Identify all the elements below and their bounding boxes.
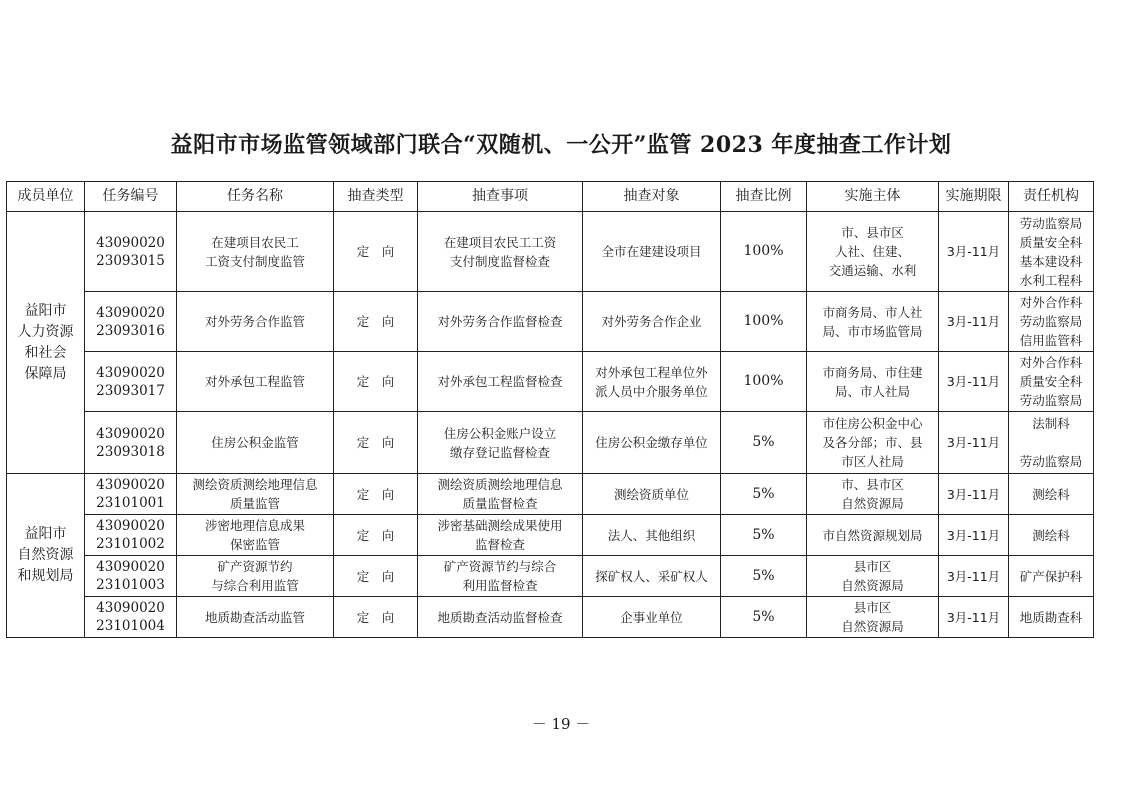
check-item-cell: 测绘资质测绘地理信息 质量监督检查 xyxy=(418,474,583,515)
check-type-cell: 定 向 xyxy=(334,292,418,352)
responsible-org-cell: 测绘科 xyxy=(1009,474,1094,515)
period-cell: 3月-11月 xyxy=(939,474,1009,515)
plan-table xyxy=(6,181,1094,638)
check-target-cell: 测绘资质单位 xyxy=(583,474,721,515)
task-code-cell: 43090020 23093016 xyxy=(85,292,177,352)
responsible-org-cell: 劳动监察局 质量安全科 基本建设科 水利工程科 xyxy=(1009,212,1094,292)
check-item-cell: 在建项目农民工工资 支付制度监督检查 xyxy=(418,212,583,292)
executor-cell: 市、县市区 人社、住建、 交通运输、水利 xyxy=(807,212,939,292)
check-item-cell: 地质勘查活动监督检查 xyxy=(418,597,583,638)
header-check-ratio: 抽查比例 xyxy=(721,182,807,212)
check-ratio-cell: 5% xyxy=(721,597,807,638)
responsible-org-cell: 法制科 劳动监察局 xyxy=(1009,412,1094,474)
task-name-cell: 在建项目农民工 工资支付制度监管 xyxy=(177,212,334,292)
period-cell: 3月-11月 xyxy=(939,597,1009,638)
responsible-org-cell: 对外合作科 劳动监察局 信用监管科 xyxy=(1009,292,1094,352)
check-target-cell: 探矿权人、采矿权人 xyxy=(583,556,721,597)
task-name-cell: 矿产资源节约 与综合利用监管 xyxy=(177,556,334,597)
header-task-name: 任务名称 xyxy=(177,182,334,212)
check-ratio-cell: 100% xyxy=(721,352,807,412)
header-check-item: 抽查事项 xyxy=(418,182,583,212)
table-row xyxy=(7,352,1094,412)
header-responsible-org: 责任机构 xyxy=(1009,182,1094,212)
check-ratio-cell: 5% xyxy=(721,556,807,597)
table-row xyxy=(7,556,1094,597)
check-ratio-cell: 5% xyxy=(721,412,807,474)
check-target-cell: 对外劳务合作企业 xyxy=(583,292,721,352)
responsible-org-cell: 对外合作科 质量安全科 劳动监察局 xyxy=(1009,352,1094,412)
responsible-org-cell: 地质勘查科 xyxy=(1009,597,1094,638)
task-code-cell: 43090020 23101004 xyxy=(85,597,177,638)
check-type-cell: 定 向 xyxy=(334,515,418,556)
check-target-cell: 对外承包工程单位外 派人员中介服务单位 xyxy=(583,352,721,412)
executor-cell: 市商务局、市人社 局、市市场监管局 xyxy=(807,292,939,352)
check-item-cell: 住房公积金账户设立 缴存登记监督检查 xyxy=(418,412,583,474)
task-code-cell: 43090020 23101002 xyxy=(85,515,177,556)
check-target-cell: 法人、其他组织 xyxy=(583,515,721,556)
check-item-cell: 涉密基础测绘成果使用 监督检查 xyxy=(418,515,583,556)
table-row xyxy=(7,515,1094,556)
period-cell: 3月-11月 xyxy=(939,412,1009,474)
period-cell: 3月-11月 xyxy=(939,212,1009,292)
executor-cell: 市自然资源规划局 xyxy=(807,515,939,556)
header-member-unit: 成员单位 xyxy=(7,182,85,212)
header-check-target: 抽查对象 xyxy=(583,182,721,212)
executor-cell: 县市区 自然资源局 xyxy=(807,556,939,597)
check-target-cell: 全市在建建设项目 xyxy=(583,212,721,292)
table-row xyxy=(7,412,1094,474)
check-ratio-cell: 100% xyxy=(721,292,807,352)
check-target-cell: 企事业单位 xyxy=(583,597,721,638)
task-name-cell: 地质勘查活动监管 xyxy=(177,597,334,638)
header-executor: 实施主体 xyxy=(807,182,939,212)
responsible-org-cell: 测绘科 xyxy=(1009,515,1094,556)
table-row xyxy=(7,474,1094,515)
executor-cell: 县市区 自然资源局 xyxy=(807,597,939,638)
task-name-cell: 涉密地理信息成果 保密监管 xyxy=(177,515,334,556)
period-cell: 3月-11月 xyxy=(939,515,1009,556)
check-type-cell: 定 向 xyxy=(334,412,418,474)
header-check-type: 抽查类型 xyxy=(334,182,418,212)
table-header-row xyxy=(7,182,1094,212)
task-code-cell: 43090020 23093017 xyxy=(85,352,177,412)
check-item-cell: 矿产资源节约与综合 利用监督检查 xyxy=(418,556,583,597)
check-type-cell: 定 向 xyxy=(334,474,418,515)
responsible-org-cell: 矿产保护科 xyxy=(1009,556,1094,597)
executor-cell: 市、县市区 自然资源局 xyxy=(807,474,939,515)
task-name-cell: 对外承包工程监管 xyxy=(177,352,334,412)
check-type-cell: 定 向 xyxy=(334,352,418,412)
table-row xyxy=(7,292,1094,352)
task-code-cell: 43090020 23093018 xyxy=(85,412,177,474)
table-row xyxy=(7,212,1094,292)
check-type-cell: 定 向 xyxy=(334,556,418,597)
page-title: 益阳市市场监管领域部门联合“双随机、一公开”监管 2023 年度抽查工作计划 xyxy=(170,132,952,158)
check-item-cell: 对外承包工程监督检查 xyxy=(418,352,583,412)
check-type-cell: 定 向 xyxy=(334,212,418,292)
check-item-cell: 对外劳务合作监督检查 xyxy=(418,292,583,352)
task-name-cell: 住房公积金监管 xyxy=(177,412,334,474)
check-target-cell: 住房公积金缴存单位 xyxy=(583,412,721,474)
member-unit-cell: 益阳市 自然资源 和规划局 xyxy=(7,474,85,638)
header-task-code: 任务编号 xyxy=(85,182,177,212)
task-code-cell: 43090020 23093015 xyxy=(85,212,177,292)
period-cell: 3月-11月 xyxy=(939,352,1009,412)
check-type-cell: 定 向 xyxy=(334,597,418,638)
task-code-cell: 43090020 23101001 xyxy=(85,474,177,515)
executor-cell: 市住房公积金中心 及各分部；市、县 市区人社局 xyxy=(807,412,939,474)
period-cell: 3月-11月 xyxy=(939,556,1009,597)
task-code-cell: 43090020 23101003 xyxy=(85,556,177,597)
header-period: 实施期限 xyxy=(939,182,1009,212)
check-ratio-cell: 100% xyxy=(721,212,807,292)
executor-cell: 市商务局、市住建 局、市人社局 xyxy=(807,352,939,412)
check-ratio-cell: 5% xyxy=(721,515,807,556)
check-ratio-cell: 5% xyxy=(721,474,807,515)
page-number: － 19 － xyxy=(531,715,591,733)
member-unit-cell: 益阳市 人力资源 和社会 保障局 xyxy=(7,212,85,474)
task-name-cell: 测绘资质测绘地理信息 质量监管 xyxy=(177,474,334,515)
period-cell: 3月-11月 xyxy=(939,292,1009,352)
table-row xyxy=(7,597,1094,638)
task-name-cell: 对外劳务合作监管 xyxy=(177,292,334,352)
